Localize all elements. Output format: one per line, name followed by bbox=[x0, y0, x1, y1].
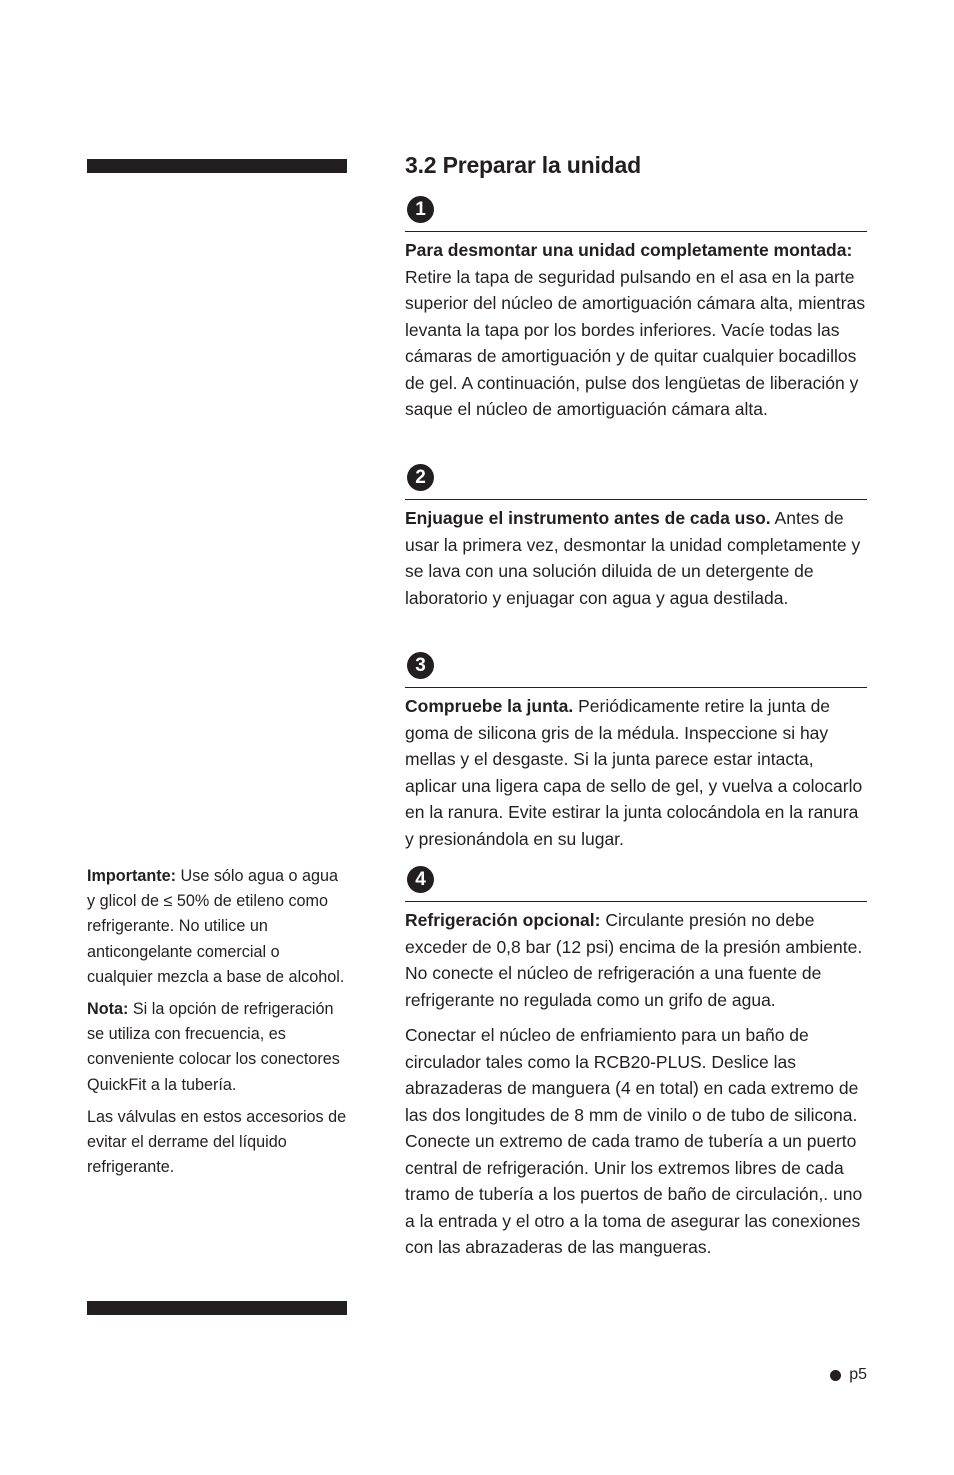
step-paragraph bbox=[405, 505, 867, 611]
page-number: p5 bbox=[849, 1366, 867, 1383]
step-text: Retire la tapa de seguridad pulsando en el asa en la parte superior del núcleo de amortiguación cámara alta, mientras levanta la tapa por los bordes inferiores. Vacíe todas las cámaras de amortiguación y de quitar cualquier bocadillos de gel. A continuación, pulse dos lengüetas de liberación y saque el núcleo de amortiguación cámara alta. bbox=[405, 266, 866, 419]
step-2-body bbox=[405, 505, 867, 611]
bullet-icon bbox=[830, 1370, 841, 1381]
step-4 bbox=[405, 866, 867, 1270]
step-2-header bbox=[405, 464, 867, 500]
step-4-body bbox=[405, 907, 867, 1261]
step-3 bbox=[405, 652, 867, 861]
note-text: Si la opción de refrigeración se utiliza con frecuencia, es conveniente colocar los conectores QuickFit a la tubería. bbox=[87, 1000, 340, 1094]
step-lead: Para desmontar una unidad completamente montada: bbox=[405, 240, 853, 260]
step-3-header bbox=[405, 652, 867, 688]
step-paragraph bbox=[405, 237, 867, 423]
important-text: Use sólo agua o agua y glicol de ≤ 50% de etileno como refrigerante. No utilice un anticongelante comercial o cualquier mezcla a base de alcohol. bbox=[87, 867, 345, 986]
step-number-badge: 1 bbox=[407, 196, 434, 223]
step-text: Circulante presión no debe exceder de 0,8 bar (12 psi) encima de la presión ambiente. No conecte el núcleo de refrigeración a una fuente de refrigerante no regulada como un grifo de agua. bbox=[405, 910, 863, 1010]
step-1-header bbox=[405, 196, 867, 232]
step-1-body bbox=[405, 237, 867, 423]
note-label: Nota: bbox=[87, 1000, 129, 1019]
step-lead: Enjuague el instrumento antes de cada uso. bbox=[405, 508, 771, 528]
step-number-badge: 2 bbox=[407, 464, 434, 491]
step-paragraph bbox=[405, 693, 867, 852]
step-4-header bbox=[405, 866, 867, 902]
valves-note: Las válvulas en estos accesorios de evitar el derrame del líquido refrigerante. bbox=[87, 1107, 347, 1177]
important-label: Importante: bbox=[87, 867, 177, 885]
important-note bbox=[87, 864, 349, 990]
sidebar-top-rule bbox=[87, 159, 347, 173]
page-footer bbox=[830, 1366, 867, 1384]
sidebar-notes bbox=[87, 864, 349, 1187]
tip-note bbox=[87, 997, 349, 1098]
step-number-badge: 4 bbox=[407, 866, 434, 893]
step-lead: Compruebe la junta. bbox=[405, 696, 574, 716]
step-text: Periódicamente retire la junta de goma de silicona gris de la médula. Inspeccione si hay mellas y el desgaste. Si la junta parece estar intacta, aplicar una ligera capa de sello de gel, y vuelva a colocarlo en la ranura. Evite estirar la junta colocándola en la ranura y presionándola en su lugar. bbox=[405, 696, 863, 849]
step-text: Antes de usar la primera vez, desmontar la unidad completamente y se lava con una solución diluida de un detergente de laboratorio y enjuagar con agua y agua destilada. bbox=[405, 508, 861, 608]
step-3-body bbox=[405, 693, 867, 852]
step-2 bbox=[405, 464, 867, 620]
step-extra-paragraph: Conectar el núcleo de enfriamiento para un baño de circulador tales como la RCB20-PLUS. Deslice las abrazaderas de manguera (4 en total) en cada extremo de las dos longitudes de 8 mm de vinilo o de tubo de silicona. Conecte un extremo de cada tramo de tubería a un puerto central de refrigeración. Unir los extremos libres de cada tramo de tubería a los puertos de baño de circulación,. uno a la entrada y el otro a la toma de asegurar las conexiones con las abrazaderas de las mangueras. bbox=[405, 1025, 863, 1257]
sidebar-bottom-rule bbox=[87, 1301, 347, 1315]
step-1 bbox=[405, 196, 867, 432]
step-paragraph bbox=[405, 907, 867, 1013]
section-title: 3.2 Preparar la unidad bbox=[405, 152, 641, 178]
step-number-badge: 3 bbox=[407, 652, 434, 679]
step-lead: Refrigeración opcional: bbox=[405, 910, 601, 930]
